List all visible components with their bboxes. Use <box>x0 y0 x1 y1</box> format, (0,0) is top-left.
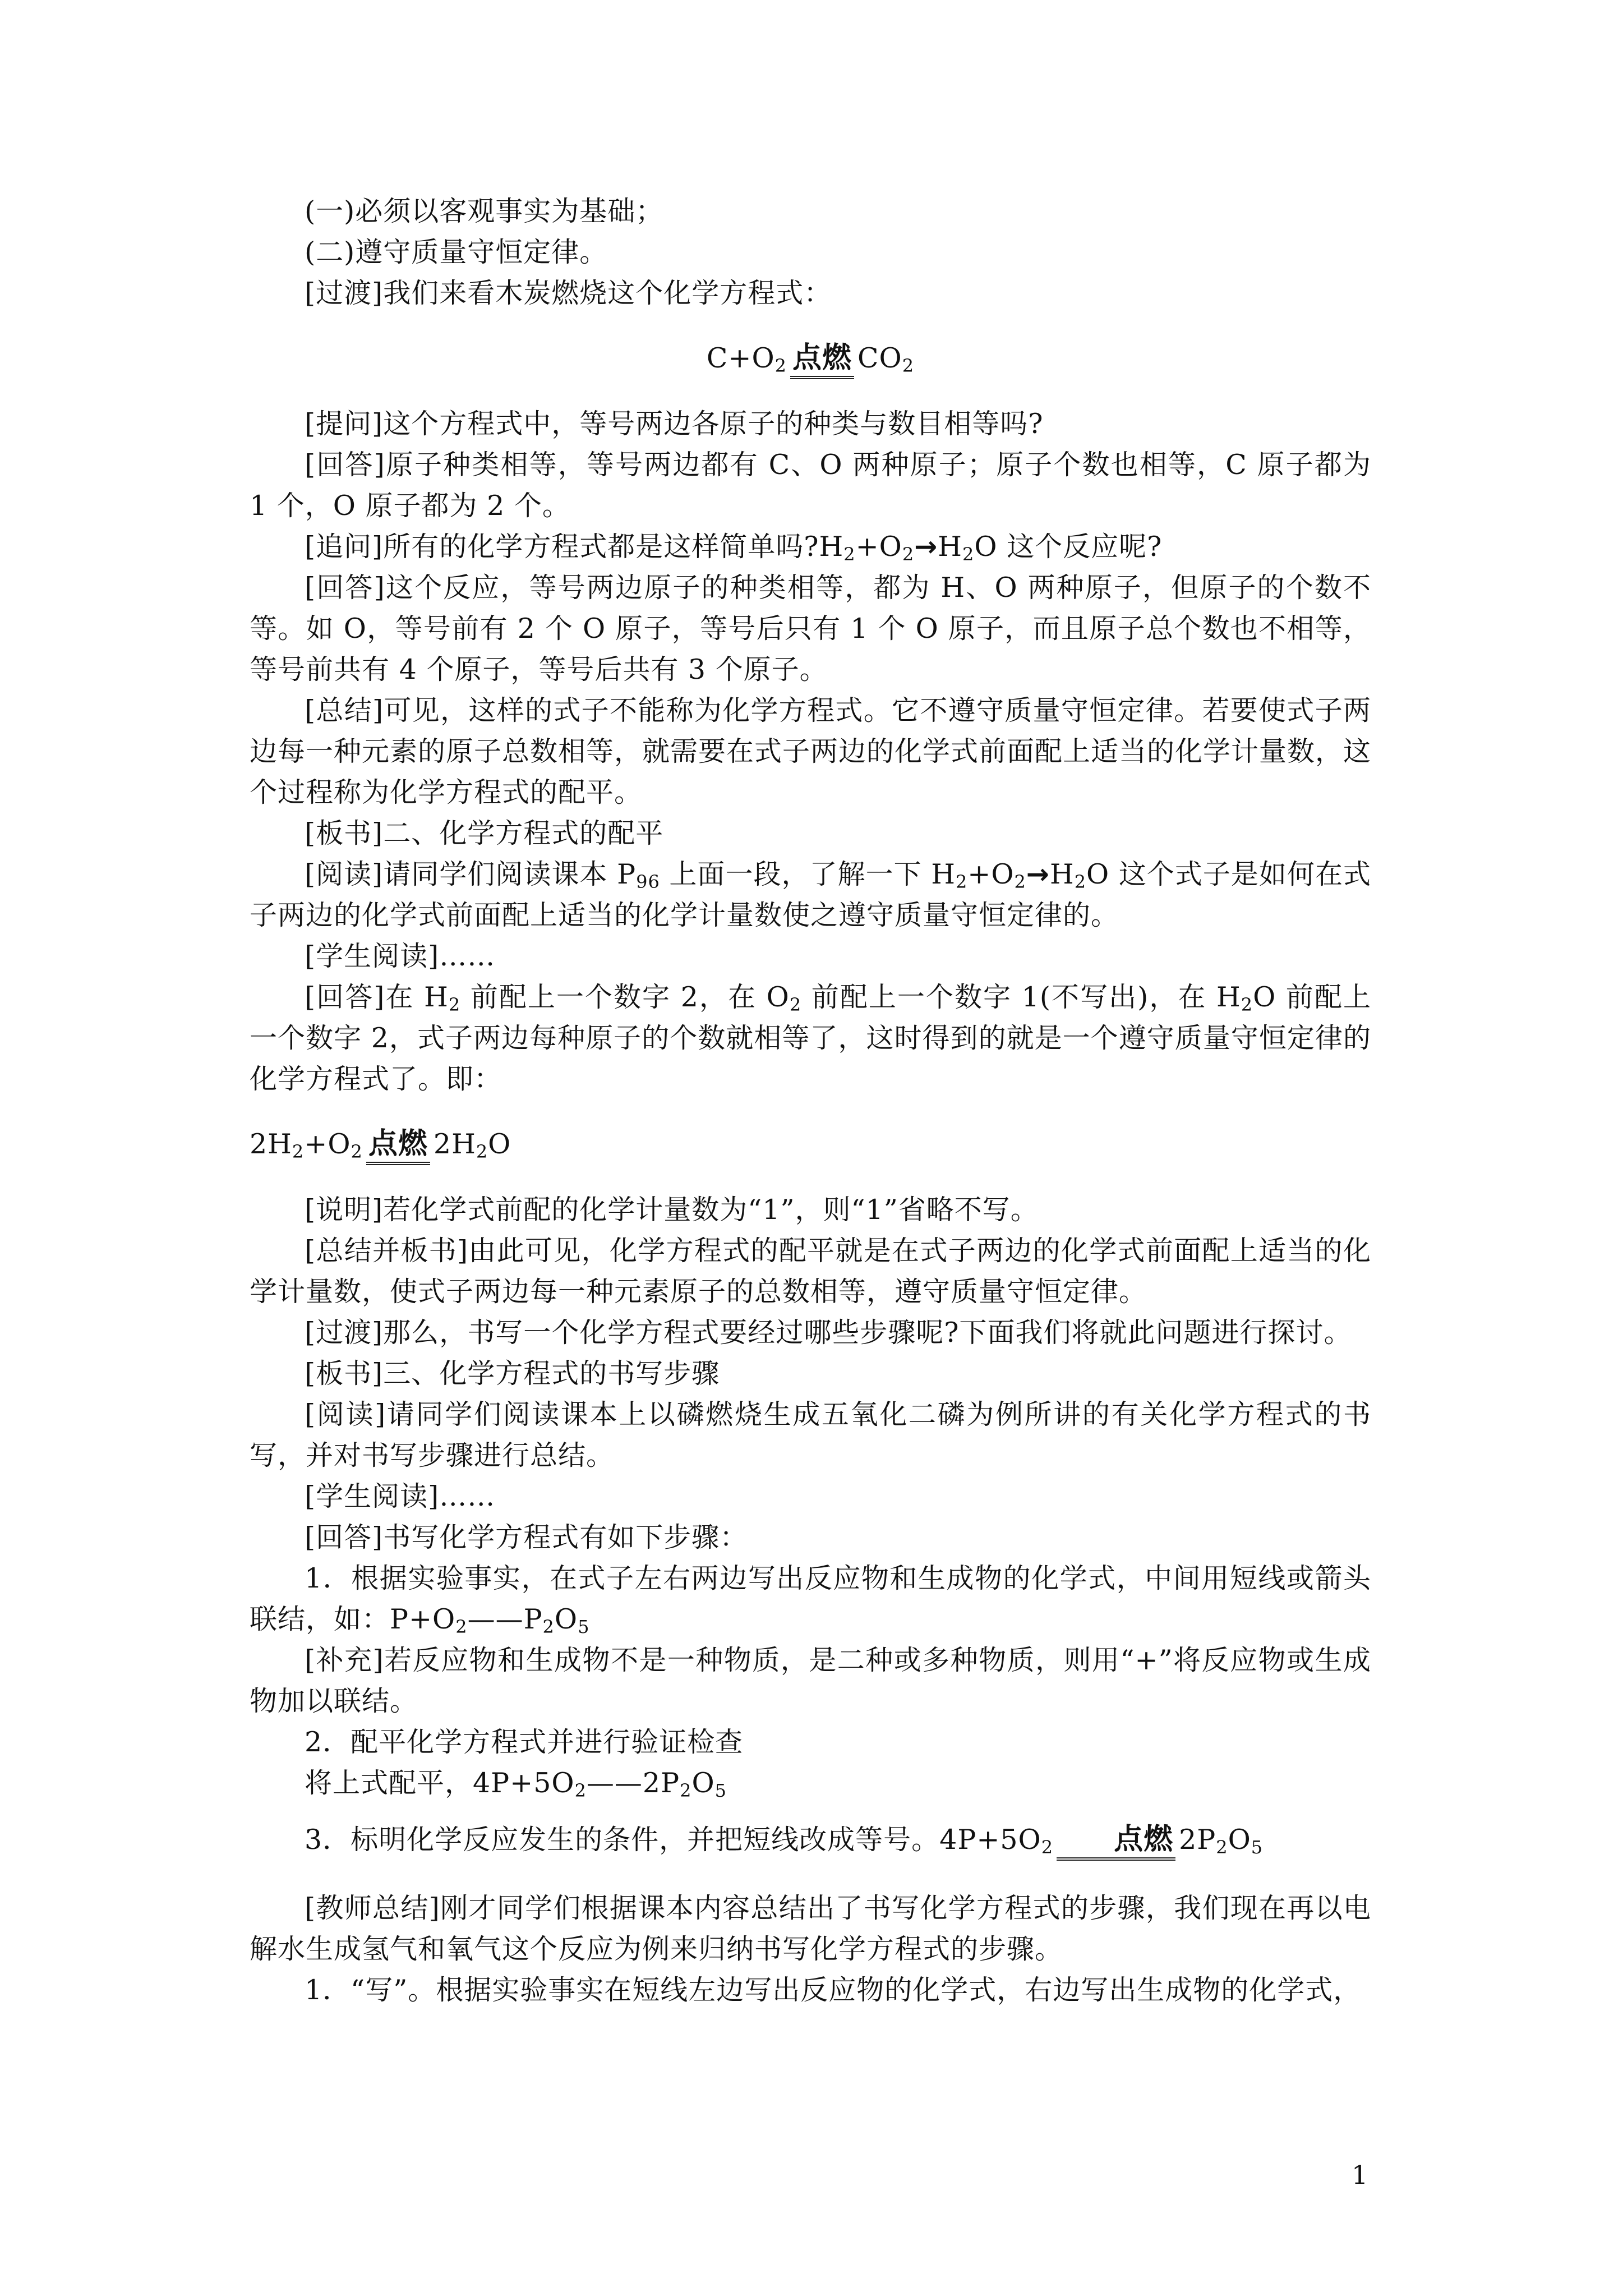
reaction-condition-label: 点燃 <box>1057 1823 1175 1861</box>
arrow-icon: → <box>1026 858 1050 890</box>
paragraph: (一)必须以客观事实为基础； <box>305 195 664 227</box>
paragraph: [追问]所有的化学方程式都是这样简单吗$?H_2+O_2\to H_2O$ 这个反应呢? <box>305 531 1163 565</box>
paragraph: [总结]可见，这样的式子不能称为化学方程式。它不遵守质量守恒定律。若要使式子两边每一种元素的原子总数相等，就需要在式子两边的化学式前面配上适当的化学计量数，这个过程称为化学方程式的配平。 <box>250 694 1372 808</box>
paragraph: 1．“写”。根据实验事实在短线左边写出反应物的化学式，右边写出生成物的化学式， <box>305 1974 1362 2006</box>
paragraph: [补充]若反应物和生成物不是一种物质，是二种或多种物质，则用“+”将反应物或生成物加以联结。 <box>250 1644 1371 1717</box>
paragraph: [回答]在 $H_2$ 前配上一个数字 2，在 $O_2$ 前配上一个数字 1(不写出)，在 $H_2O$ 前配上一个数字 2，式子两边每种原子的个数就相等了，这时得到的就是一个遵守质量守恒定律的化学方程式了。即： <box>250 981 1372 1095</box>
reaction-condition-label: 点燃 <box>366 1127 430 1165</box>
paragraph: [总结并板书]由此可见，化学方程式的配平就是在式子两边的化学式前面配上适当的化学计量数，使式子两边每一种元素原子的总数相等，遵守质量守恒定律。 <box>250 1235 1371 1308</box>
paragraph: 3．标明化学反应发生的条件，并把短线改成等号。$4P+5O_2$ 点燃 $2P_2O_5$ <box>250 1815 1371 1865</box>
paragraph: [说明]若化学式前配的化学计量数为“1”，则“1”省略不写。 <box>305 1194 1039 1226</box>
arrow-icon: → <box>914 531 938 563</box>
paragraph: [教师总结]刚才同学们根据课本内容总结出了书写化学方程式的步骤，我们现在再以电解水生成氢气和氧气这个反应为例来归纳书写化学方程式的步骤。 <box>250 1892 1371 1965</box>
paragraph: [回答]这个反应，等号两边原子的种类相等，都为 H、O 两种原子，但原子的个数不等。如 O，等号前有 2 个 O 原子，等号后只有 1 个 O 原子，而且原子总个数也不相等，等号前共有 4 个原子，等号后共有 3 个原子。 <box>250 572 1371 685</box>
paragraph: [过渡]我们来看木炭燃烧这个化学方程式： <box>305 277 832 309</box>
paragraph: [阅读]请同学们阅读课本上以磷燃烧生成五氧化二磷为例所讲的有关化学方程式的书写，并对书写步骤进行总结。 <box>250 1398 1372 1471</box>
paragraph: [学生阅读]…… <box>305 1480 496 1512</box>
page-number: 1 <box>1352 2160 1368 2190</box>
paragraph: 1．根据实验事实，在式子左右两边写出反应物和生成物的化学式，中间用短线或箭头联结，如：$P+O_2——P_2O_5$ <box>250 1562 1371 1637</box>
paragraph: [回答]书写化学方程式有如下步骤： <box>305 1521 748 1553</box>
equation-carbon-combustion: $C+O_2$ 点燃 $CO_2$ <box>250 336 1371 381</box>
document-body <box>250 191 1371 2010</box>
paragraph: [回答]原子种类相等，等号两边都有 C、O 两种原子；原子个数也相等，C 原子都为 1 个，O 原子都为 2 个。 <box>250 449 1371 522</box>
paragraph: [阅读]请同学们阅读课本 $P_{96}$ 上面一段，了解一下 $H_2+O_2\to H_2O$ 这个式子是如何在式子两边的化学式前面配上适当的化学计量数使之遵守质量守恒定律的。 <box>250 858 1371 931</box>
paragraph: [板书]三、化学方程式的书写步骤 <box>305 1358 720 1389</box>
equation-water-formation: $2H_2+O_2$ 点燃 $2H_2O$ <box>250 1122 1371 1167</box>
reaction-condition-label: 点燃 <box>790 341 854 379</box>
paragraph: (二)遵守质量守恒定律。 <box>305 236 608 268</box>
paragraph: [提问]这个方程式中，等号两边各原子的种类与数目相等吗? <box>305 408 1044 440</box>
paragraph: [学生阅读]…… <box>305 940 496 972</box>
paragraph: 2．配平化学方程式并进行验证检查 <box>305 1726 744 1758</box>
paragraph: [板书]二、化学方程式的配平 <box>305 817 664 849</box>
paragraph: 将上式配平，$4P+5O_2——2P_2O_5$ <box>305 1767 727 1801</box>
paragraph: [过渡]那么，书写一个化学方程式要经过哪些步骤呢?下面我们将就此问题进行探讨。 <box>305 1317 1352 1349</box>
